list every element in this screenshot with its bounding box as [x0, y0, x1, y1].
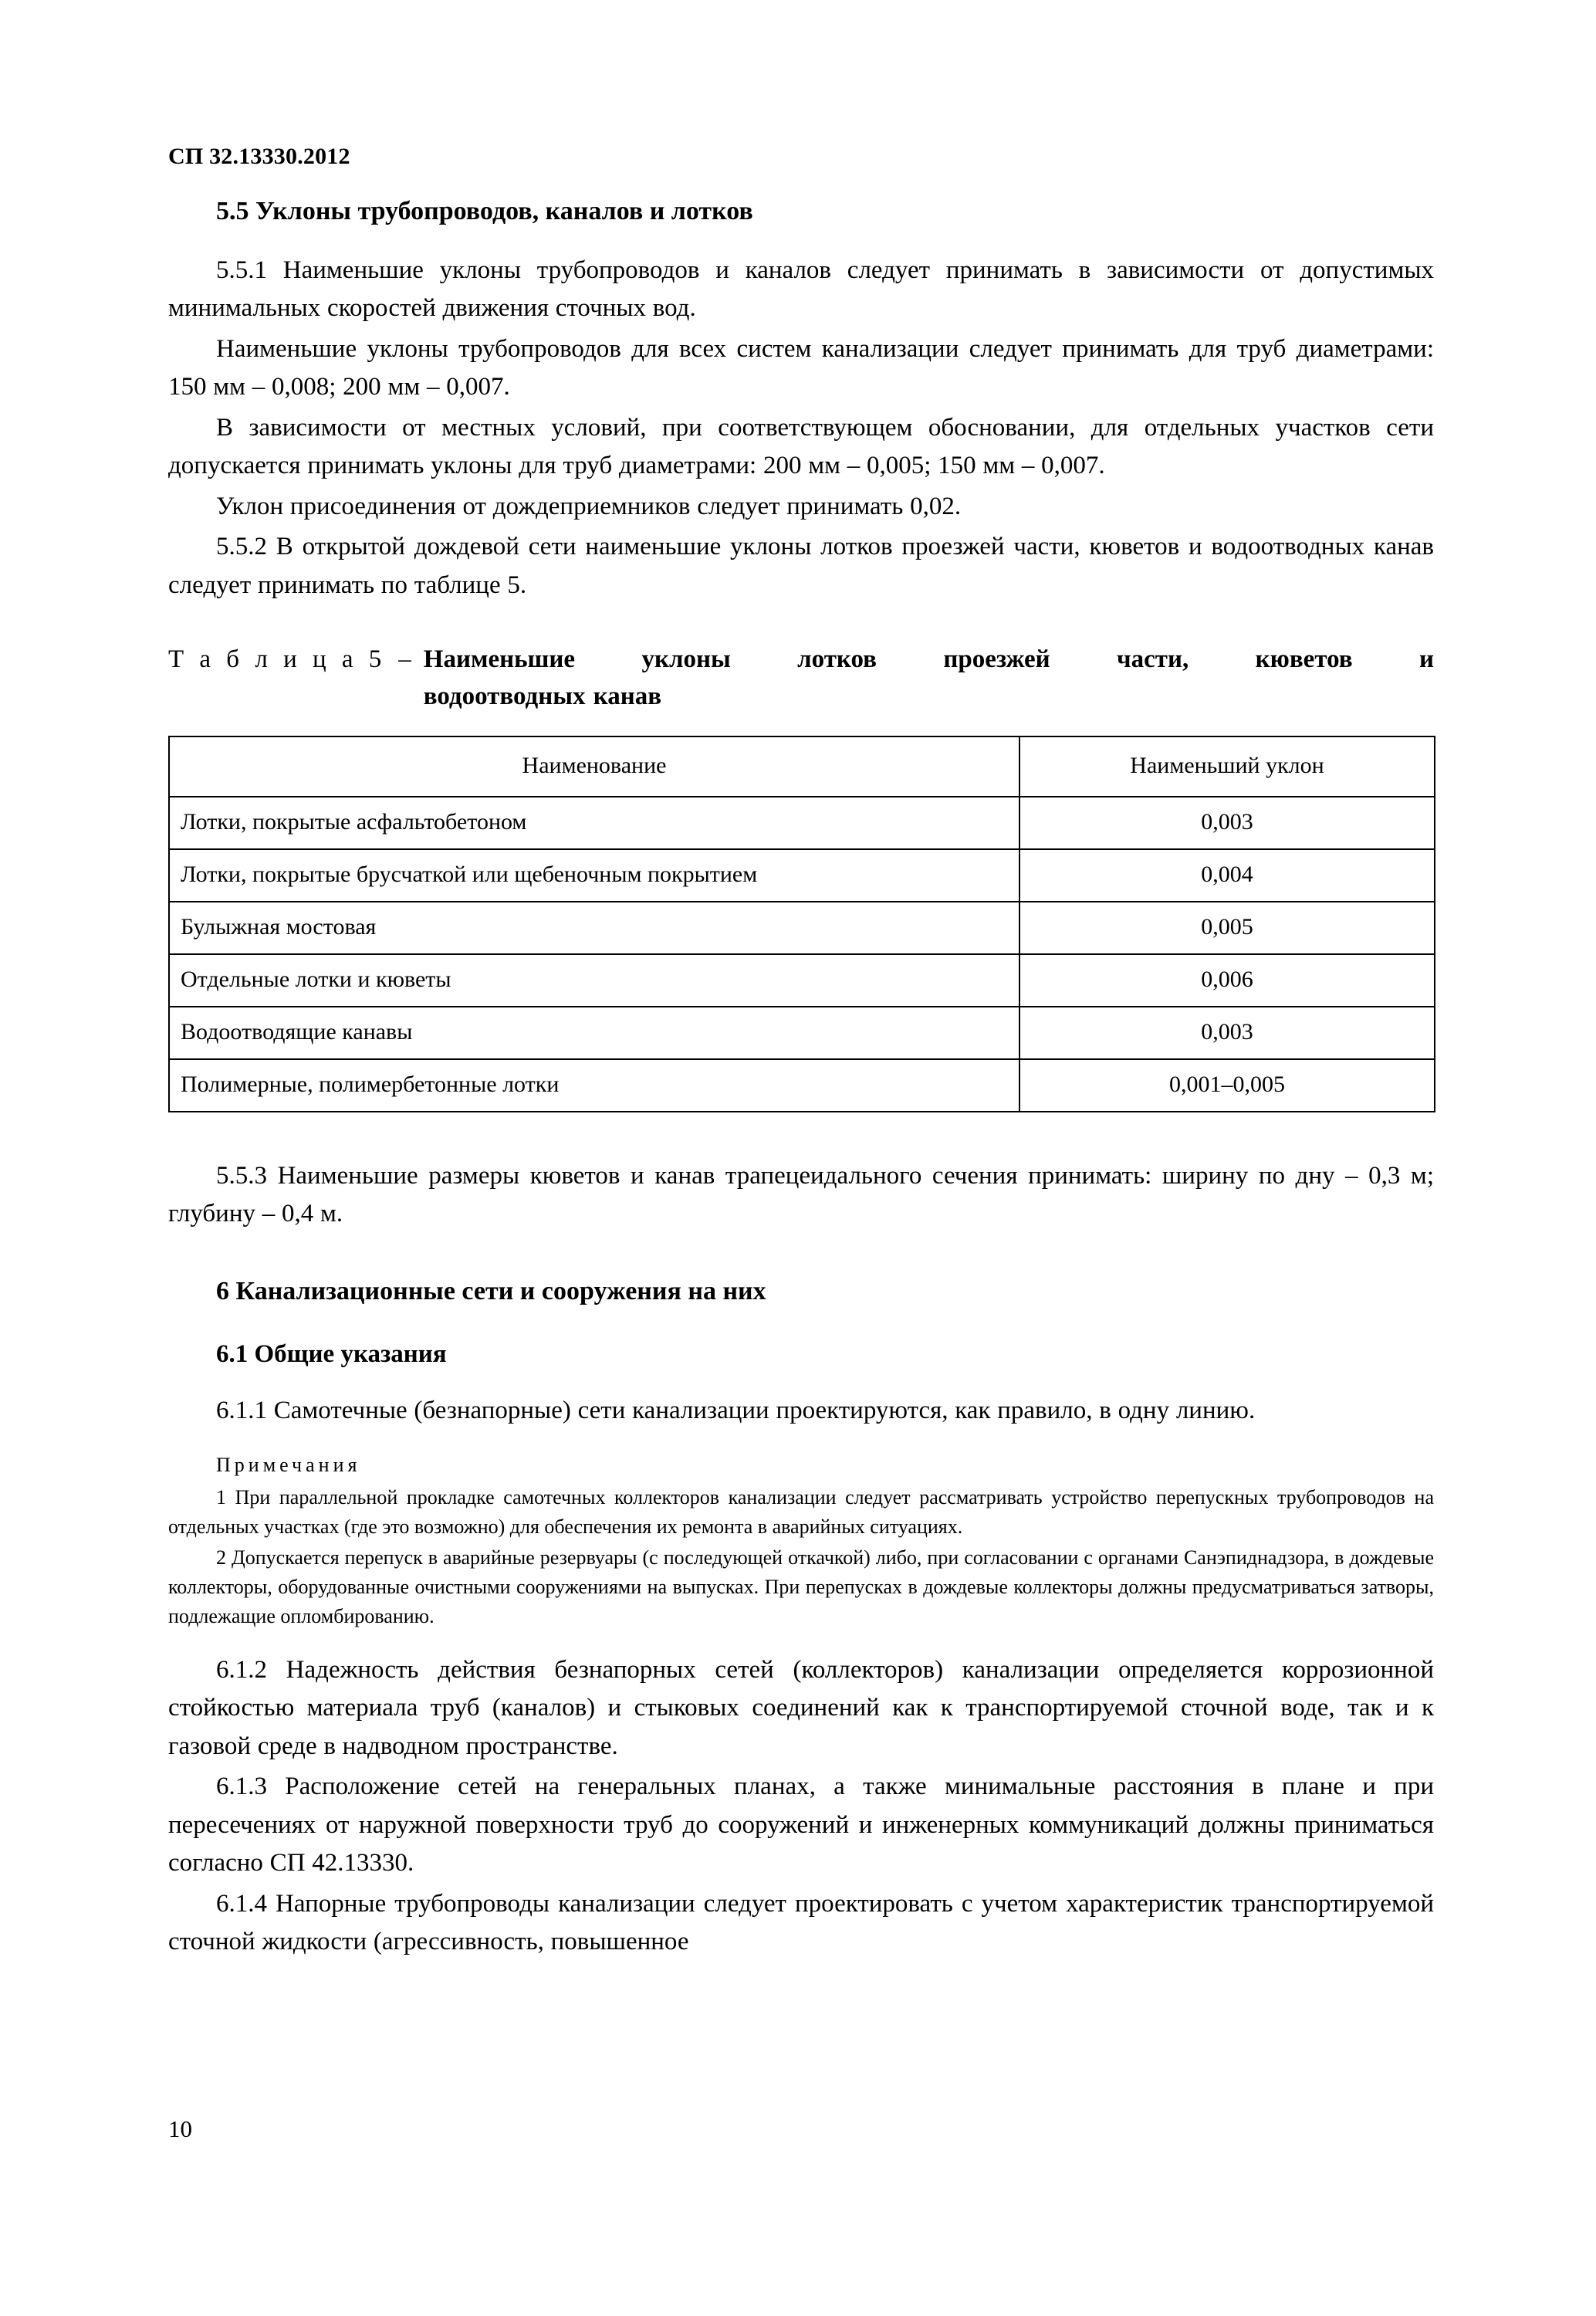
paragraph-5-5-1-2: Наименьшие уклоны трубопроводов для всех систем канализации следует принимать для труб диаметрами: 150 мм – 0,008; 200 мм – 0,007. [168, 334, 1434, 401]
paragraph-6-1-1: 6.1.1 Самотечные (безнапорные) сети канализации проектируются, как правило, в одну линию. [216, 1397, 1256, 1425]
table-row [169, 954, 1435, 1007]
paragraph-5-5-1-4: Уклон присоединения от дождеприемников следует принимать 0,02. [216, 492, 962, 520]
table-5-title [424, 642, 1434, 716]
running-header: СП 32.13330.2012 [168, 144, 350, 169]
cell-name: Лотки, покрытые асфальтобетоном [169, 797, 1019, 849]
spacer [168, 1112, 1434, 1157]
cell-value: 0,003 [1019, 797, 1435, 849]
heading-6: 6 Канализационные сети и сооружения на них [216, 1276, 766, 1305]
table-row [169, 902, 1435, 954]
cell-name: Булыжная мостовая [169, 902, 1019, 954]
paragraph-6-1-3: 6.1.3 Расположение сетей на генеральных планах, а также минимальные расстояния в плане и при пересечениях от наружной поверхности труб до сооружений и инженерных коммуникаций должны приниматься согласно СП 42.13330. [168, 1773, 1434, 1877]
note-1: 1 При параллельной прокладке самотечных коллекторов канализации следует рассматривать устройство перепускных трубопроводов на отдельных участках (где это возможно) для обеспечения их ремонта в аварийных ситуациях. [168, 1485, 1434, 1538]
page-number: 10 [168, 2115, 192, 2142]
table-row [169, 849, 1435, 902]
table-5-dash: – [398, 645, 411, 673]
column-header-min-slope: Наименьший уклон [1019, 736, 1435, 797]
paragraph-6-1-4: 6.1.4 Напорные трубопроводы канализации следует проектировать с учетом характеристик транспортируемой сточной жидкости (агрессивность, повышенное [168, 1889, 1434, 1955]
cell-value: 0,006 [1019, 954, 1435, 1007]
note-2: 2 Допускается перепуск в аварийные резервуары (с последующей откачкой) либо, при согласовании с органами Санэпиднадзора, в дождевые коллекторы, оборудованные очистными сооружениями на выпусках. При перепусках в дождевые коллекторы должны предусматриваться затворы, подлежащие опломбированию. [168, 1546, 1434, 1627]
table-5 [168, 736, 1435, 1112]
paragraph-5-5-1-1: 5.5.1 Наименьшие уклоны трубопроводов и каналов следует принимать в зависимости от допустимых минимальных скоростей движения сточных вод. [168, 256, 1434, 322]
column-header-name: Наименование [169, 736, 1019, 797]
table-header-row [169, 736, 1435, 797]
table-row [169, 1059, 1435, 1112]
table-5-title-line-1: Наименьшие уклоны лотков проезжей части, кюветов и [423, 645, 1434, 673]
cell-name: Отдельные лотки и кюветы [169, 954, 1019, 1007]
notes-label: Примечания [216, 1453, 361, 1476]
table-5-label: Т а б л и ц а 5 [168, 645, 387, 673]
table-5-caption [168, 642, 1434, 716]
heading-5-5: 5.5 Уклоны трубопроводов, каналов и лотков [216, 197, 753, 225]
cell-value: 0,001–0,005 [1019, 1059, 1435, 1112]
page-content [168, 144, 1434, 1964]
paragraph-6-1-2: 6.1.2 Надежность действия безнапорных сетей (коллекторов) канализации определяется коррозионной стойкостью материала труб (каналов) и стыковых соединений как к транспортируемой сточной воде, так и к газовой среде в надводном пространстве. [168, 1655, 1434, 1760]
cell-value: 0,005 [1019, 902, 1435, 954]
paragraph-5-5-2: 5.5.2 В открытой дождевой сети наименьшие уклоны лотков проезжей части, кюветов и водоотводных канав следует принимать по таблице 5. [168, 533, 1434, 599]
heading-6-1: 6.1 Общие указания [216, 1340, 447, 1369]
paragraph-5-5-3: 5.5.3 Наименьшие размеры кюветов и канав трапецеидального сечения принимать: ширину по дну – 0,3 м; глубину – 0,4 м. [168, 1161, 1434, 1228]
table-5-title-line-2: водоотводных канав [423, 682, 662, 710]
table-row [169, 1007, 1435, 1059]
cell-value: 0,003 [1019, 1007, 1435, 1059]
table-row [169, 797, 1435, 849]
cell-name: Лотки, покрытые брусчаткой или щебеночным покрытием [169, 849, 1019, 902]
paragraph-5-5-1-3: В зависимости от местных условий, при соответствующем обосновании, для отдельных участков сети допускается принимать уклоны для труб диаметрами: 200 мм – 0,005; 150 мм – 0,007. [168, 413, 1434, 479]
cell-name: Водоотводящие канавы [169, 1007, 1019, 1059]
cell-value: 0,004 [1019, 849, 1435, 902]
cell-name: Полимерные, полимербетонные лотки [169, 1059, 1019, 1112]
